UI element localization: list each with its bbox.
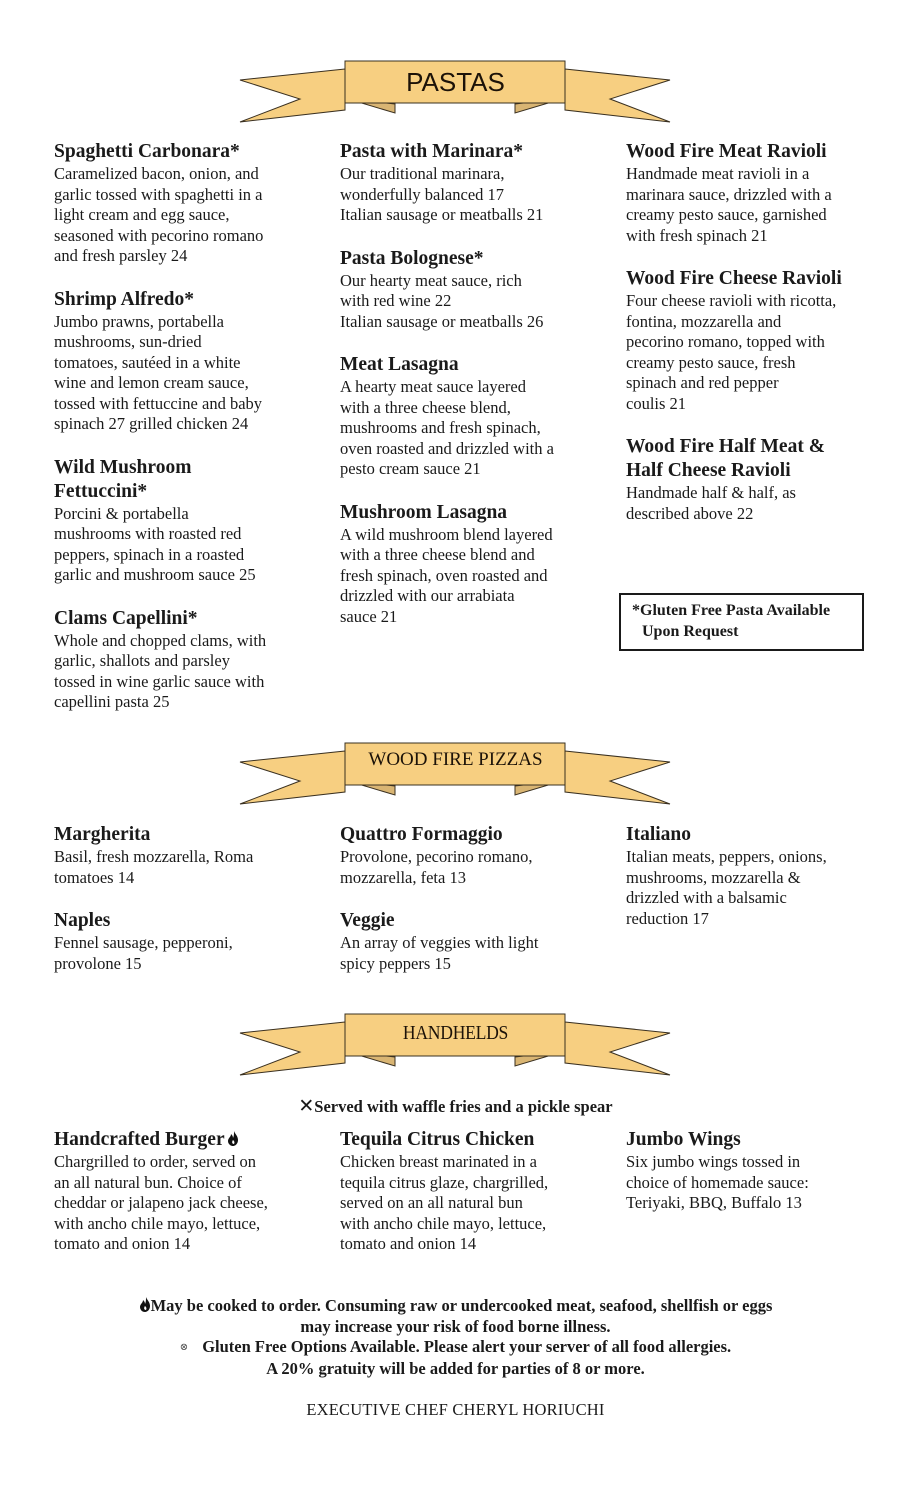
menu-item-name: Italiano: [626, 824, 692, 845]
gluten-free-note-line2: Upon Request: [642, 623, 739, 640]
menu-item-name: Wood Fire Half Meat & Half Cheese Ravioli: [626, 436, 825, 481]
menu-item: [626, 267, 901, 414]
footer-line-3: [0, 1337, 911, 1359]
served-note-text: Served with waffle fries and a pickle spear: [314, 1097, 613, 1116]
fork-knife-cross-icon: ✕: [298, 1096, 315, 1117]
menu-item-description: Our traditional marinara, wonderfully balanced 17 Italian sausage or meatballs 21: [340, 164, 544, 224]
footer-notes: [0, 1296, 911, 1379]
menu-item: [340, 140, 615, 226]
menu-item-description: Basil, fresh mozzarella, Roma tomatoes 14: [54, 847, 254, 887]
section-banner-pastas: [0, 55, 911, 130]
handhelds-column-2: [340, 1128, 615, 1276]
handhelds-column-1: [54, 1128, 329, 1276]
menu-item-description: Four cheese ravioli with ricotta, fontina, mozzarella and pecorino romano, topped with creamy pesto sauce, fresh spinach and red pepper coulis 21: [626, 291, 837, 413]
menu-item-description: A hearty meat sauce layered with a three cheese blend, mushrooms and fresh spinach, oven roasted and drizzled with a pesto cream sauce 21: [340, 377, 554, 478]
menu-item-name: Pasta Bolognese*: [340, 247, 484, 269]
flame-icon: [139, 1297, 151, 1312]
handhelds-column-3: [626, 1128, 901, 1235]
menu-item-description: Jumbo prawns, portabella mushrooms, sun-dried tomatoes, sautéed in a white wine and lemon cream sauce, tossed with fettuccine and baby spinach 27 grilled chicken 24: [54, 311, 263, 433]
menu-item-description: Chicken breast marinated in a tequila citrus glaze, chargrilled, served on an all natural bun with ancho chile mayo, lettuce, tomato and onion 14: [340, 1152, 549, 1253]
raw-food-warning: May be cooked to order. Consuming raw or undercooked meat, seafood, shellfish or eggs: [150, 1296, 773, 1315]
menu-item: [626, 140, 901, 246]
menu-item: [54, 1128, 329, 1255]
menu-item: [54, 823, 329, 888]
menu-item: [626, 1128, 901, 1214]
menu-item-name: Meat Lasagna: [340, 354, 459, 375]
executive-chef: EXECUTIVE CHEF CHERYL HORIUCHI: [306, 1400, 605, 1419]
menu-item-description: Provolone, pecorino romano, mozzarella, feta 13: [340, 847, 533, 887]
section-banner-handhelds: [0, 1008, 911, 1073]
menu-item: [340, 823, 615, 888]
pizzas-column-1: [54, 823, 329, 995]
menu-item: [340, 247, 615, 333]
menu-item-name: Tequila Citrus Chicken: [340, 1129, 535, 1150]
menu-item-description: Handmade meat ravioli in a marinara sauce, drizzled with a creamy pesto sauce, garnished with fresh spinach 21: [626, 164, 832, 245]
menu-item: [340, 353, 615, 480]
footer-line-1: [0, 1296, 911, 1317]
menu-item: [54, 909, 329, 974]
menu-item-name: Margherita: [54, 824, 151, 845]
menu-item: [54, 456, 329, 586]
handhelds-served-note: [0, 1095, 911, 1118]
menu-item: [340, 1128, 615, 1255]
pizzas-column-3: [626, 823, 901, 950]
menu-item-name: Wood Fire Cheese Ravioli: [626, 268, 842, 289]
footer-line-2: may increase your risk of food borne illness.: [300, 1316, 611, 1336]
menu-item-name: Spaghetti Carbonara*: [54, 141, 240, 162]
menu-item-name: Wild Mushroom Fettuccini*: [54, 456, 192, 502]
pastas-column-1: [54, 140, 329, 734]
menu-item-description: An array of veggies with light spicy peppers 15: [340, 933, 539, 973]
menu-item: [626, 435, 901, 524]
menu-item-description: A wild mushroom blend layered with a three cheese blend and fresh spinach, oven roasted and drizzled with our arrabiata sauce 21: [340, 524, 553, 626]
menu-item-name: Mushroom Lasagna: [340, 501, 508, 523]
flame-icon: [227, 1131, 239, 1146]
menu-item-description: Chargrilled to order, served on an all natural bun. Choice of cheddar or jalapeno jack cheese, with ancho chile mayo, lettuce, tomato and onion 14: [54, 1152, 268, 1253]
section-title-handhelds: HANDHELDS: [402, 1022, 509, 1044]
menu-item-description: Italian meats, peppers, onions, mushrooms, mozzarella & drizzled with a balsamic reduction 17: [626, 847, 827, 928]
allergy-note: Gluten Free Options Available. Please alert your server of all food allergies.: [202, 1337, 732, 1356]
menu-item-name: Veggie: [340, 910, 395, 931]
menu-item: [54, 607, 329, 713]
menu-item-description: Six jumbo wings tossed in choice of homemade sauce: Teriyaki, BBQ, Buffalo 13: [626, 1152, 809, 1212]
footer-line-4: A 20% gratuity will be added for parties of 8 or more.: [266, 1358, 645, 1378]
pastas-column-2: [340, 140, 615, 648]
menu-item-description: Porcini & portabella mushrooms with roasted red peppers, spinach in a roasted garlic and mushroom sauce 25: [54, 503, 256, 584]
menu-item-name: Wood Fire Meat Ravioli: [626, 141, 827, 162]
pastas-column-3: [626, 140, 901, 545]
section-title-pastas: PASTAS: [406, 67, 505, 97]
gluten-free-note-line1: *Gluten Free Pasta Available: [632, 602, 831, 619]
menu-item-description: Our hearty meat sauce, rich with red wine 22 Italian sausage or meatballs 26: [340, 270, 544, 331]
menu-item: [54, 288, 329, 435]
gluten-free-icon: ⊗: [179, 1342, 189, 1353]
menu-item: [54, 140, 329, 267]
menu-item-name: Shrimp Alfredo*: [54, 288, 194, 310]
menu-item-description: Handmade half & half, as described above 22: [626, 483, 796, 523]
gluten-free-pasta-note: [619, 593, 864, 651]
pizzas-column-2: [340, 823, 615, 995]
menu-item-name: Naples: [54, 910, 111, 931]
section-title-pizzas: WOOD FIRE PIZZAS: [368, 749, 543, 770]
menu-item: [626, 823, 901, 929]
menu-item-description: Fennel sausage, pepperoni, provolone 15: [54, 933, 233, 973]
menu-item: [340, 909, 615, 974]
menu-item-name: Jumbo Wings: [626, 1129, 741, 1150]
menu-item-name: Clams Capellini*: [54, 607, 198, 629]
menu-item-description: Whole and chopped clams, with garlic, shallots and parsley tossed in wine garlic sauce with capellini pasta 25: [54, 630, 267, 711]
menu-item-description: Caramelized bacon, onion, and garlic tossed with spaghetti in a light cream and egg sauce, seasoned with pecorino romano and fresh parsley 24: [54, 164, 264, 265]
ribbon-graphic: [0, 1008, 911, 1083]
menu-item: [340, 501, 615, 628]
menu-item-name: Quattro Formaggio: [340, 824, 503, 845]
section-banner-pizzas: [0, 737, 911, 802]
menu-item-name: Handcrafted Burger: [54, 1128, 329, 1152]
menu-item-name: Pasta with Marinara*: [340, 141, 524, 162]
